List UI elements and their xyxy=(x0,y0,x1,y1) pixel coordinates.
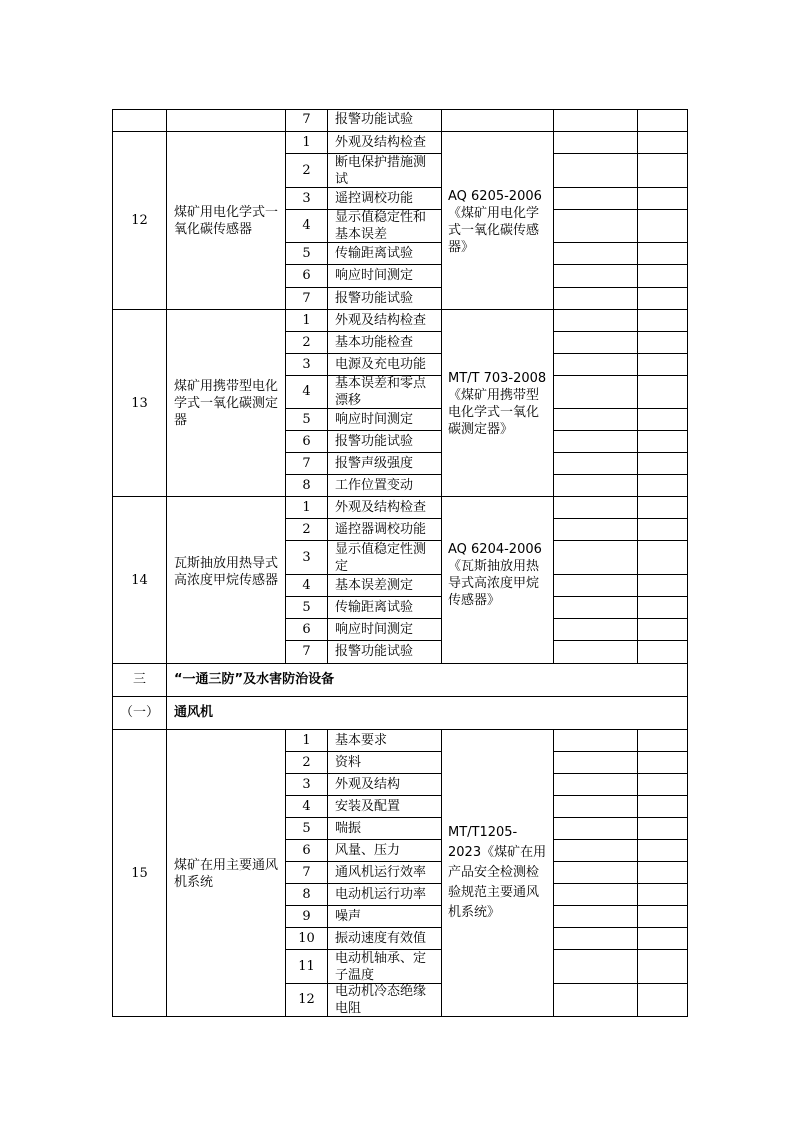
item-name: 基本误差测定 xyxy=(335,578,414,593)
row-border xyxy=(112,729,688,730)
subsection-title: 通风机 xyxy=(174,705,214,720)
item-number: 8 xyxy=(302,887,311,902)
device-index: 13 xyxy=(131,396,148,411)
item-name: 外观及结构检查 xyxy=(335,500,427,515)
item-number: 5 xyxy=(302,246,311,261)
row-border xyxy=(112,663,688,664)
item-name: 电动机冷态绝缘电阻 xyxy=(335,984,427,1016)
table-right-border xyxy=(687,109,688,1017)
item-name: 资料 xyxy=(335,755,362,770)
item-number: 3 xyxy=(302,357,311,372)
item-number: 4 xyxy=(302,578,311,593)
standard-reference: AQ 6205-2006《煤矿用电化学式一氧化碳传感器》 xyxy=(448,189,542,255)
item-name: 响应时间测定 xyxy=(335,622,414,637)
device-name: 煤矿在用主要通风机系统 xyxy=(174,858,279,890)
device-name: 瓦斯抽放用热导式高浓度甲烷传感器 xyxy=(174,556,279,588)
item-number: 7 xyxy=(302,456,311,471)
item-name: 外观及结构 xyxy=(335,777,401,792)
item-number: 1 xyxy=(302,500,311,515)
item-number: 2 xyxy=(302,755,311,770)
standard-reference: AQ 6204-2006《瓦斯抽放用热导式高浓度甲烷传感器》 xyxy=(448,542,542,608)
item-name: 遥控器调校功能 xyxy=(335,522,427,537)
item-name: 电动机运行功率 xyxy=(335,887,427,902)
item-number: 1 xyxy=(302,733,311,748)
item-number: 7 xyxy=(302,865,311,880)
item-number: 3 xyxy=(302,191,311,206)
item-number: 5 xyxy=(302,821,311,836)
item-number: 12 xyxy=(298,992,315,1007)
item-name: 振动速度有效值 xyxy=(335,931,427,946)
item-name: 外观及结构检查 xyxy=(335,135,427,150)
item-number: 8 xyxy=(302,478,311,493)
item-name: 基本功能检查 xyxy=(335,335,414,350)
item-name: 断电保护措施测试 xyxy=(335,155,427,187)
item-number: 6 xyxy=(302,843,311,858)
item-name: 噪声 xyxy=(335,909,362,924)
item-name: 工作位置变动 xyxy=(335,478,414,493)
item-name: 显示值稳定性和基本误差 xyxy=(335,210,427,242)
item-number: 7 xyxy=(302,644,311,659)
table-top-border xyxy=(112,109,688,110)
item-name: 风量、压力 xyxy=(335,843,401,858)
item-name: 传输距离试验 xyxy=(335,600,414,615)
item-number: 2 xyxy=(302,522,311,537)
section-index: 三 xyxy=(132,672,146,687)
subsection-index: （一） xyxy=(119,705,159,720)
device-index: 14 xyxy=(131,573,148,588)
item-name: 电动机轴承、定子温度 xyxy=(335,951,427,983)
item-number: 5 xyxy=(302,412,311,427)
item-number: 7 xyxy=(302,291,311,306)
item-name: 报警功能试验 xyxy=(335,112,414,127)
item-number: 9 xyxy=(302,909,311,924)
item-name: 电源及充电功能 xyxy=(335,357,427,372)
standard-reference: MT/T 703-2008《煤矿用携带型电化学式一氧化碳测定器》 xyxy=(448,371,547,437)
item-number: 3 xyxy=(302,777,311,792)
item-name: 基本要求 xyxy=(335,733,388,748)
item-number: 5 xyxy=(302,600,311,615)
item-number: 4 xyxy=(302,384,311,399)
item-name: 喘振 xyxy=(335,821,362,836)
item-number: 3 xyxy=(302,550,311,565)
item-number: 10 xyxy=(298,931,315,946)
item-name: 响应时间测定 xyxy=(335,268,414,283)
device-index: 15 xyxy=(131,866,148,881)
section-title: “一通三防”及水害防治设备 xyxy=(174,672,335,687)
standard-reference: MT/T1205-2023《煤矿在用产品安全检测检验规范主要通风机系统》 xyxy=(448,825,547,920)
device-name: 煤矿用电化学式一氧化碳传感器 xyxy=(174,205,279,237)
item-number: 6 xyxy=(302,622,311,637)
item-number: 1 xyxy=(302,313,311,328)
item-number: 2 xyxy=(302,335,311,350)
item-number: 4 xyxy=(302,799,311,814)
device-index: 12 xyxy=(131,213,148,228)
item-number: 11 xyxy=(298,959,315,974)
item-number: 6 xyxy=(302,268,311,283)
row-border xyxy=(112,496,688,497)
device-name: 煤矿用携带型电化学式一氧化碳测定器 xyxy=(174,379,279,428)
row-border xyxy=(112,131,688,132)
item-name: 报警功能试验 xyxy=(335,644,414,659)
item-number: 4 xyxy=(302,218,311,233)
item-name: 报警功能试验 xyxy=(335,291,414,306)
item-name: 响应时间测定 xyxy=(335,412,414,427)
item-number: 1 xyxy=(302,135,311,150)
item-name: 报警功能试验 xyxy=(335,434,414,449)
item-name: 基本误差和零点漂移 xyxy=(335,376,427,408)
item-name: 显示值稳定性测定 xyxy=(335,542,427,574)
item-name: 报警声级强度 xyxy=(335,456,414,471)
item-name: 通风机运行效率 xyxy=(335,865,427,880)
item-name: 外观及结构检查 xyxy=(335,313,427,328)
item-name: 传输距离试验 xyxy=(335,246,414,261)
row-border xyxy=(112,309,688,310)
item-name: 遥控调校功能 xyxy=(335,191,414,206)
item-number: 2 xyxy=(302,163,311,178)
item-name: 安装及配置 xyxy=(335,799,401,814)
item-number: 6 xyxy=(302,434,311,449)
row-border xyxy=(112,696,688,697)
item-number: 7 xyxy=(302,112,311,127)
